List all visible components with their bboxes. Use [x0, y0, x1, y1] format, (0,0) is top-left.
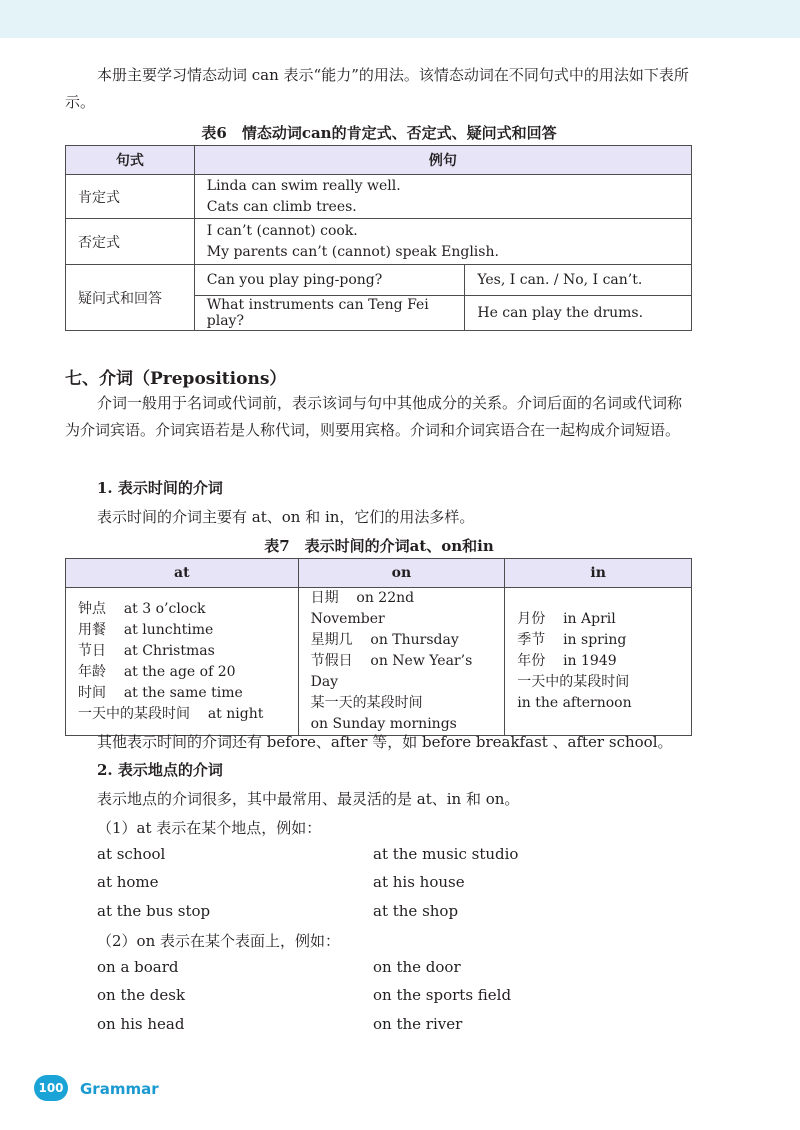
table6-caption: 表6 情态动词can的肯定式、否定式、疑问式和回答: [201, 124, 557, 142]
example-sentence: Cats can climb trees.: [206, 198, 357, 215]
list-item: 用餐 at lunchtime: [78, 621, 214, 638]
table7-caption: 表7 表示时间的介词at、on和in: [264, 537, 494, 555]
list-item: 星期几 on Thursday: [310, 632, 459, 648]
list-item: 钟点 at 3 o’clock: [78, 600, 206, 617]
at-intro-line: （1）at 表示在某个地点，例如：: [97, 819, 322, 837]
table7-header-in: in: [505, 559, 692, 588]
place-prepositions-heading: 2. 表示地点的介词: [97, 761, 223, 779]
example-sentence: I can’t (cannot) cook.: [206, 222, 358, 239]
answer-sentence: He can play the drums.: [465, 296, 692, 331]
table6-header-example: 例句: [194, 146, 691, 175]
list-item: 日期 on 22nd November: [310, 590, 415, 627]
list-item: 节日 at Christmas: [78, 642, 215, 659]
negative-label: 否定式: [66, 219, 195, 265]
example-sentence: Linda can swim really well.: [206, 177, 401, 194]
time-prepositions-heading: 1. 表示时间的介词: [97, 479, 223, 497]
example-phrase: at home: [97, 873, 159, 891]
list-item: 时间 at the same time: [78, 684, 243, 701]
list-item: 一天中的某段时间 at night: [78, 705, 264, 722]
list-item: 月份 in April: [517, 611, 616, 627]
on-intro-line: （2）on 表示在某个表面上，例如：: [97, 932, 341, 950]
question-label: 疑问式和回答: [66, 265, 195, 331]
table6-header-form: 句式: [66, 146, 195, 175]
example-phrase: at the bus stop: [97, 902, 211, 920]
table6: [65, 145, 692, 331]
list-item: 年龄 at the age of 20: [78, 663, 236, 680]
example-phrase: on the desk: [97, 986, 186, 1004]
list-item: in the afternoon: [517, 695, 632, 711]
footer-section-label: Grammar: [80, 1080, 159, 1098]
table-row: [66, 588, 692, 736]
example-phrase: on a board: [97, 958, 179, 976]
question-sentence: Can you play ping-pong?: [194, 265, 465, 296]
example-phrase: on the sports field: [373, 986, 512, 1004]
example-phrase: at the shop: [373, 902, 459, 920]
place-prepositions-line: 表示地点的介词很多，其中最常用、最灵活的是 at、in 和 on。: [97, 790, 520, 808]
table-row: [66, 219, 692, 265]
table-row: [66, 265, 692, 296]
list-item: 节假日 on New Year’s Day: [310, 653, 473, 690]
example-phrase: at school: [97, 845, 166, 863]
section7-heading: 七、介词（Prepositions）: [65, 369, 287, 389]
section7-paragraph: 介词一般用于名词或代词前，表示该词与句中其他成分的关系。介词后面的名词或代词称为介词宾语。介词宾语若是人称代词，则要用宾格。介词和介词宾语合在一起构成介词短语。: [65, 394, 683, 439]
table7-header-on: on: [298, 559, 505, 588]
example-phrase: on the river: [373, 1015, 463, 1033]
list-item: 一天中的某段时间: [517, 674, 630, 690]
page-number-badge: 100: [34, 1075, 68, 1101]
intro-paragraph: 本册主要学习情态动词 can 表示“能力”的用法。该情态动词在不同句式中的用法如下表所示。: [65, 66, 689, 111]
affirmative-label: 肯定式: [66, 175, 195, 219]
table7: [65, 558, 692, 736]
example-phrase: at the music studio: [373, 845, 519, 863]
top-band: [0, 0, 800, 38]
list-item: 年份 in 1949: [517, 653, 617, 669]
example-phrase: on the door: [373, 958, 461, 976]
table7-header-at: at: [66, 559, 299, 588]
answer-sentence: Yes, I can. / No, I can’t.: [465, 265, 692, 296]
example-sentence: My parents can’t (cannot) speak English.: [206, 243, 499, 260]
list-item: 某一天的某段时间: [310, 695, 423, 711]
example-phrase: on his head: [97, 1015, 185, 1033]
after-table-line: 其他表示时间的介词还有 before、after 等，如 before breakfast 、after school。: [97, 733, 673, 751]
time-prepositions-line: 表示时间的介词主要有 at、on 和 in，它们的用法多样。: [97, 508, 475, 526]
list-item: on Sunday mornings: [310, 716, 457, 732]
example-phrase: at his house: [373, 873, 465, 891]
question-sentence: What instruments can Teng Fei play?: [194, 296, 465, 331]
list-item: 季节 in spring: [517, 632, 627, 648]
table-row: [66, 175, 692, 219]
